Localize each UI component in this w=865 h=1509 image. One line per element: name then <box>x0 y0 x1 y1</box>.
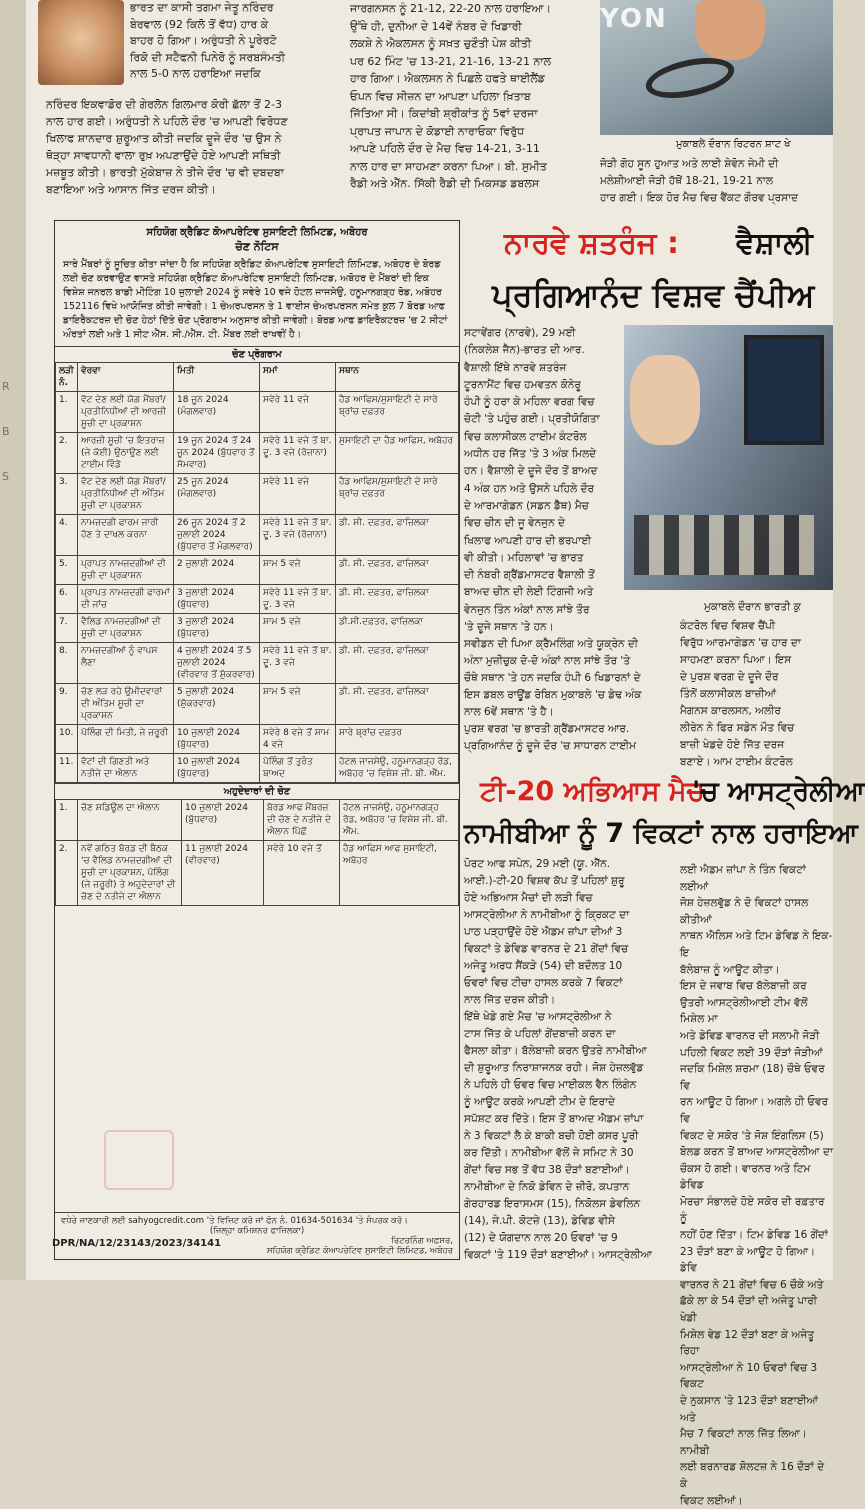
table-cell: 11. <box>56 754 78 783</box>
schedule-body <box>56 392 459 783</box>
article-line: ਬਾਅਦ ਚੀਨ ਦੀ ਲੇਈ ਟਿੰਗਜੀ ਅਤੇ <box>464 586 594 599</box>
article-line: ਰਿਕੋ ਦੀ ਸਟੈਫਨੀ ਪਿਨੇਰੋ ਨੂੰ ਸਰਬਸੰਮਤੀ <box>130 50 286 64</box>
chessboard-shape <box>634 515 814 575</box>
table-cell: 25 ਜੂਨ 2024 (ਮੰਗਲਵਾਰ) <box>174 474 260 515</box>
table-cell: ਹੋਟਲ ਜਾਜਸੇਉ, ਹਨੂਮਾਨਗੜ੍ਹ ਰੋਡ, ਅਬੋਹਰ 'ਚ ਵਿਸ਼ੇਸ਼ ਜੀ. ਬੀ. ਐੱਮ. <box>336 754 459 783</box>
column-header: ਸਥਾਨ <box>336 363 459 392</box>
table-cell: ਹੈਡ ਆਫਿਸ/ਸੁਸਾਇਟੀ ਦੇ ਸਾਰੇ ਬ੍ਰਾਂਚ ਦਫ਼ਤਰ <box>336 392 459 433</box>
player-figure <box>695 0 765 60</box>
table-row <box>56 433 459 474</box>
article-line: ਵਿਕਟਾਂ 'ਤੇ 119 ਦੌੜਾਂ ਬਣਾਈਆਂ। ਆਸਟ੍ਰੇਲੀਆ <box>464 1249 652 1261</box>
article-line: ਵੇਨਜੁਨ ਤਿੰਨ ਅੰਕਾਂ ਨਾਲ ਸਾਂਝੇ ਤੌਰ <box>464 603 590 616</box>
article-line: ਟਾਸ ਜਿੱਤ ਕੇ ਪਹਿਲਾਂ ਗੇਂਦਬਾਜ਼ੀ ਕਰਨ ਦਾ <box>464 1028 616 1040</box>
table-cell: ਸਾਰੇ ਬ੍ਰਾਂਚ ਦਫ਼ਤਰ <box>336 725 459 754</box>
article-line: ਮੋਰਚਾ ਸੰਭਾਲਦੇ ਹੋਏ ਸਕੋਰ ਦੀ ਰਫ਼ਤਾਰ ਨੂੰ <box>680 1195 825 1225</box>
table-cell: ਪੋਲਿੰਗ ਤੋਂ ਤੁਰੰਤ ਬਾਅਦ <box>260 754 336 783</box>
table-cell: 10 ਜੁਲਾਈ 2024 (ਬੁੱਧਵਾਰ) <box>182 800 264 841</box>
notice-body: ਸਾਰੇ ਮੈਂਬਰਾਂ ਨੂੰ ਸੂਚਿਤ ਕੀਤਾ ਜਾਂਦਾ ਹੈ ਕਿ ਸਹਿਯੋਗ ਕ੍ਰੈਡਿਟ ਕੋਆਪਰੇਟਿਵ ਸੁਸਾਇਟੀ ਲਿਮਿਟਡ, ਅਬੋਹਰ ਦੇ ਬੋਰਡ ਲਈ ਚੋਣ ਕਰਵਾਉਣ ਵਾਸਤੇ ਸਹਿਯੋਗ ਕ੍ਰੈਡਿਟ ਕੋਆਪਰੇਟਿਵ ਸੁਸਾਇਟੀ ਲਿਮਿਟਡ, ਅਬੋਹਰ ਦੇ ਮੈਂਬਰਾਂ ਦੀ ਇਕ ਵਿਸ਼ੇਸ਼ ਜਨਰਲ ਬਾਡੀ ਮੀਟਿੰਗ 10 ਜੁਲਾਈ 2024 ਨੂੰ ਸਵੇਰੇ 10 ਵਜੇ ਹੋਟਲ ਜਾਜਸੇਉ, ਹਨੂਮਾਨਗੜ੍ਹ ਰੋਡ, ਅਬੋਹਰ 152116 ਵਿਖੇ ਆਯੋਜਿਤ ਕੀਤੀ ਜਾਵੇਗੀ। 1 ਚੇਅਰਪਰਸਨ ਤੇ 1 ਵਾਈਸ ਚੇਅਰਪਰਸਨ ਸਮੇਤ ਕੁਲ 7 ਬੋਰਡ ਆਫ ਡਾਇਰੈਕਟਰਜ਼ ਦੀ ਚੋਣ ਹੇਠਾਂ ਦਿੱਤੇ ਚੋਣ ਪ੍ਰੋਗਰਾਮ ਅਨੁਸਾਰ ਕੀਤੀ ਜਾਵੇਗੀ। ਬੋਰਡ ਆਫ ਡਾਇਰੈਕਟਰਜ਼ 'ਚ 2 ਸੀਟਾਂ ਔਰਤਾਂ ਲਈ ਅਤੇ 1 ਸੀਟ ਐੱਸ. ਸੀ./ਐੱਸ. ਟੀ. ਮੈਂਬਰ ਲਈ ਰਾਖਵੀਂ ਹੈ। <box>63 259 448 340</box>
boxer-photo <box>38 0 124 85</box>
article-line: ਸਪੱਸ਼ਟ ਕਰ ਦਿੱਤੇ। ਇਸ ਤੋਂ ਬਾਅਦ ਐਡਮ ਜ਼ਾਂਪਾ <box>464 1113 644 1125</box>
boxing-article-top <box>130 0 340 90</box>
table-cell: 2. <box>56 841 78 906</box>
racket-shape <box>642 51 738 105</box>
article-line: ਨਾਮੀਬੀਆ ਦੇ ਨਿਕੋ ਡੇਵਿਨ ਦੇ ਜ਼ੀਰੋ, ਕਪਤਾਨ <box>464 1181 630 1193</box>
table-cell: ਬੋਰਡ ਆਫ ਮੈਂਬਰਜ਼ ਦੀ ਚੋਣ ਦੇ ਨਤੀਜੇ ਦੇ ਐਲਾਨ ਪਿੱਛੋਂ <box>264 800 340 841</box>
article-line: ਇਸ ਦੇ ਜਵਾਬ ਵਿਚ ਬੱਲੇਬਾਜ਼ੀ ਕਰ <box>680 980 807 993</box>
article-line: ਆਈ.)-ਟੀ-20 ਵਿਸ਼ਵ ਕੱਪ ਤੋਂ ਪਹਿਲਾਂ ਸ਼ੁਰੂ <box>464 875 625 887</box>
table-cell: ਡੀ. ਸੀ. ਦਫ਼ਤਰ, ਫਾਜ਼ਿਲਕਾ <box>336 556 459 585</box>
table-cell: 3 ਜੁਲਾਈ 2024 (ਬੁੱਧਵਾਰ) <box>174 614 260 643</box>
player-figure <box>630 355 700 445</box>
article-line: 4 ਅੰਕ ਹਨ ਅਤੇ ਉਸਨੇ ਪਹਿਲੇ ਦੌਰ <box>464 482 594 495</box>
article-line: (14), ਜੇ.ਪੀ. ਕੋਟਜ਼ੇ (13), ਡੇਵਿਡ ਵੀਸੇ <box>464 1215 616 1227</box>
tennis-photo-caption: ਮੁਕਾਬਲੇ ਦੌਰਾਨ ਰਿਟਰਨ ਸ਼ਾਟ ਖੇ <box>676 139 791 150</box>
table-cell: 26 ਜੂਨ 2024 ਤੋਂ 2 ਜੁਲਾਈ 2024 (ਬੁੱਧਵਾਰ ਤੋਂ ਮੰਗਲਵਾਰ) <box>174 515 260 556</box>
article-line: ਨਹੀਂ ਹੋਣ ਦਿੱਤਾ। ਟਿਮ ਡੇਵਿਡ 16 ਗੇਂਦਾਂ <box>680 1229 828 1242</box>
article-line: ਹਾਰ ਗਿਆ। ਐਕਲਸਨ ਨੇ ਪਿਛਲੇ ਹਫਤੇ ਥਾਈਲੈਂਡ <box>350 72 545 85</box>
article-line: ਤਿੰਨੋਂ ਕਲਾਸੀਕਲ ਬਾਜ਼ੀਆਂ <box>680 688 777 700</box>
table-row <box>56 474 459 515</box>
article-line: ਵਿਕਟ ਦੇ ਸਕੋਰ 'ਤੇ ਜੋਸ਼ ਇੰਗਲਿਸ (5) <box>680 1129 824 1142</box>
chess-photo-caption: ਮੁਕਾਬਲੇ ਦੌਰਾਨ ਭਾਰਤੀ ਕੁ <box>704 601 801 613</box>
article-line: ਇੱਥੇ ਖੇਡੇ ਗਏ ਮੈਚ 'ਚ ਆਸਟ੍ਰੇਲੀਆ ਨੇ <box>464 1011 612 1023</box>
table-row <box>56 684 459 725</box>
article-line: ਮਜ਼ਬੂਤ ਕੀਤੀ। ਭਾਰਤੀ ਮੁੱਕੇਬਾਜ਼ ਨੇ ਤੀਜੇ ਦੌਰ 'ਚ ਵੀ ਦਬਦਬਾ <box>46 166 284 179</box>
article-line: ਗੇਰਹਾਰਡ ਇਰਾਸਮਸ (15), ਨਿਕੋਲਸ ਡੇਵਲਿਨ <box>464 1198 641 1210</box>
table-cell: 19 ਜੂਨ 2024 ਤੋਂ 24 ਜੂਨ 2024 (ਬੁੱਧਵਾਰ ਤੋਂ ਸੋਮਵਾਰ) <box>174 433 260 474</box>
article-line: ਕਰ ਦਿੱਤੀ। ਨਾਮੀਬੀਆ ਵੱਲੋਂ ਜੇ ਸਮਿਟ ਨੇ 30 <box>464 1147 634 1159</box>
article-line: ਛੱਕੇ ਲਾ ਕੇ 54 ਦੌੜਾਂ ਦੀ ਅਜੇਤੂ ਪਾਰੀ ਖੇਡੀ <box>680 1295 817 1325</box>
cricket-headline-second: ਨਾਮੀਬੀਆ ਨੂੰ 7 ਵਿਕਟਾਂ ਨਾਲ ਹਰਾਇਆ <box>464 818 858 849</box>
article-line: ਚੌਕਸ ਹੋ ਗਈ। ਵਾਰਨਰ ਅਤੇ ਟਿਮ ਡੇਵਿਡ <box>680 1162 811 1192</box>
article-line: ਆਸਟ੍ਰੇਲੀਆ ਨੇ ਨਾਮੀਬੀਆ ਨੂੰ ਕ੍ਰਿਕਟ ਦਾ <box>464 909 630 921</box>
article-line: ਵਾਰਨਰ ਨੇ 21 ਗੇਂਦਾਂ ਵਿਚ 6 ਚੌਕੇ ਅਤੇ <box>680 1278 824 1291</box>
article-line: ਰਨ ਆਊਟ ਹੋ ਗਿਆ। ਅਗਲੇ ਹੀ ਓਵਰ ਵਿ <box>680 1096 829 1125</box>
article-line: ਵੀ ਕੀਤੀ। ਮਹਿਲਾਵਾਂ 'ਚ ਭਾਰਤ <box>464 551 584 564</box>
notice-signatory-org: ਸਹਿਯੋਗ ਕ੍ਰੈਡਿਟ ਕੋਆਪਰੇਟਿਵ ਸੁਸਾਇਟੀ ਲਿਮਿਟਡ, ਅਬੋਹਰ <box>266 1246 453 1256</box>
chess-article-col2 <box>680 618 833 778</box>
notice-signatory-title: (ਜ਼ਿਲ੍ਹਾ ਕਮਿਸ਼ਨਰ ਫਾਜ਼ਿਲਕਾ) <box>209 1226 305 1236</box>
chess-article-col1b <box>464 636 672 766</box>
article-line: ਦੇ ਨੁਕਸਾਨ 'ਤੇ 123 ਦੌੜਾਂ ਬਣਾਈਆਂ ਅਤੇ <box>680 1395 818 1424</box>
table-cell: 3. <box>56 474 78 515</box>
article-line: ਅੰਨਾ ਮੁਜ਼ੀਚੁਕ ਦੋ-ਦੋ ਅੰਕਾਂ ਨਾਲ ਸਾਂਝੇ ਤੌਰ 'ਤੇ <box>464 655 631 667</box>
column-header: ਸਮਾਂ <box>260 363 336 392</box>
article-line: ਨਰਿੰਦਰ ਇਕਵਾਡੋਰ ਦੀ ਗੇਰਲੋਨ ਗਿਲਮਾਰ ਕੋਰੀ ਛੱਲਾ ਤੋਂ 2-3 <box>46 98 283 111</box>
table-cell: ਚੋਣ ਸ਼ਡਿਊਲ ਦਾ ਐਲਾਨ <box>78 800 182 841</box>
table-cell: ਡੀ. ਸੀ. ਦਫ਼ਤਰ, ਫਾਜ਼ਿਲਕਾ <box>336 585 459 614</box>
article-line: 23 ਦੌੜਾਂ ਬਣਾ ਕੇ ਆਊਟ ਹੋ ਗਿਆ। ਡੇਵਿ <box>680 1245 816 1275</box>
table-cell: 5. <box>56 556 78 585</box>
column-header: ਲੜੀ ਨੰ. <box>56 363 78 392</box>
left-margin-strip <box>0 0 26 1280</box>
article-line: ਬੋਲਡ ਕਰਨ ਤੋਂ ਬਾਅਦ ਆਸਟ੍ਰੇਲੀਆ ਦਾ <box>680 1146 833 1159</box>
article-line: ਟੂਰਨਾਮੈਂਟ ਵਿਚ ਹਮਵਤਨ ਕੋਨੇਰੂ <box>464 378 581 391</box>
table-row <box>56 800 459 841</box>
article-line: ਬੱਲੇਬਾਜ਼ ਨੂੰ ਆਊਟ ਕੀਤਾ। <box>680 963 780 976</box>
article-line: ਲਈ ਬਰਨਾਰਡ ਸ਼ੋਲਟਜ਼ ਨੇ 16 ਦੌੜਾਂ ਦੇ ਕੇ <box>680 1461 825 1490</box>
table-cell: 18 ਜੂਨ 2024 (ਮੰਗਲਵਾਰ) <box>174 392 260 433</box>
table-cell: 1. <box>56 392 78 433</box>
table-cell: 11 ਜੁਲਾਈ 2024 (ਵੀਰਵਾਰ) <box>182 841 264 906</box>
article-line: (ਨਿਕਲੇਸ਼ ਜੈਨ)-ਭਾਰਤ ਦੀ ਆਰ. <box>464 344 585 357</box>
schedule-table <box>55 362 459 783</box>
article-line: ਜੋੜੀ ਗੋਹ ਸੂਨ ਹੁਆਤ ਅਤੇ ਲਾਈ ਸ਼ੇਵੋਨ ਜੇਮੀ ਦੀ <box>600 158 779 170</box>
chess-headline-red: ਨਾਰਵੇ ਸ਼ਤਰੰਜ : <box>504 226 679 261</box>
article-line: ਆਸਟ੍ਰੇਲੀਆ ਨੇ 10 ਓਵਰਾਂ ਵਿਚ 3 ਵਿਕਟ <box>680 1361 818 1391</box>
article-line: (12) ਦੇ ਯੋਗਦਾਨ ਨਾਲ 20 ਓਵਰਾਂ 'ਚ 9 <box>464 1232 618 1244</box>
article-line: ਮੈਚ 7 ਵਿਕਟਾਂ ਨਾਲ ਜਿੱਤ ਲਿਆ। ਨਾਮੀਬੀ <box>680 1428 807 1457</box>
table-row <box>56 643 459 684</box>
chess-article-col1 <box>464 325 620 634</box>
article-line: ਸਵੀਡਨ ਦੀ ਪਿਆ ਕ੍ਰੈਮਲਿੰਗ ਅਤੇ ਯੂਕ੍ਰੇਨ ਦੀ <box>464 638 638 650</box>
table-row <box>56 392 459 433</box>
notice-contact-line: ਵਧੇਰੇ ਜਾਣਕਾਰੀ ਲਈ sahyogcredit.com 'ਤੇ ਵਿਜ਼ਿਟ ਕਰੋ ਜਾਂ ਫੋਨ ਨੰ. 01634-501634 'ਤੇ ਸੰਪਰਕ ਕਰੋ। <box>61 1216 408 1226</box>
article-line: ਜਾਰਗਨਸਨ ਨੂੰ 21-12, 22-20 ਨਾਲ ਹਰਾਇਆ। <box>350 2 552 15</box>
table-cell: 6. <box>56 585 78 614</box>
office-bearers-table <box>55 799 459 906</box>
table-cell: ਡੀ.ਸੀ.ਦਫ਼ਤਰ, ਫਾਜ਼ਿਲਕਾ <box>336 614 459 643</box>
article-line: ਨੂੰ ਆਊਟ ਕਰਕੇ ਆਪਣੀ ਟੀਮ ਦੇ ਇਰਾਦੇ <box>464 1096 615 1108</box>
table-cell: ਸ਼ਾਮ 5 ਵਜੇ <box>260 684 336 725</box>
table-cell: 10. <box>56 725 78 754</box>
article-line: ਦੀ ਸ਼ੁਰੂਆਤ ਨਿਰਾਸ਼ਾਜਨਕ ਰਹੀ। ਜੋਸ਼ ਹੇਜ਼ਲਵੁੱਡ <box>464 1062 644 1074</box>
article-line: ਵਿਚ ਕਲਾਸੀਕਲ ਟਾਈਮ ਕੰਟਰੋਲ <box>464 430 587 443</box>
article-line: ਲੀਰੇਨ ਨੇ ਫਿਰ ਸਡੇਨ ਮੌਤ ਵਿਚ <box>680 722 795 734</box>
article-line: ਬਣਾਏ। ਆਮ ਟਾਈਮ ਕੰਟਰੋਲ <box>680 756 793 768</box>
table-cell: ਸਵੇਰੇ 11 ਵਜੇ ਤੋਂ ਬਾ. ਦੂ. 3 ਵਜੇ (ਰੋਜ਼ਾਨਾ) <box>260 515 336 556</box>
article-line: ਵਿਚ ਚੀਨ ਦੀ ਜੂ ਵੇਨਜੁਨ ਦੇ <box>464 517 565 530</box>
article-line: ਜਿੱਤਿਆ ਸੀ। ਕਿਦਾਂਬੀ ਸ਼੍ਰੀਕਾਂਤ ਨੂੰ 5ਵਾਂ ਦਰਜਾ <box>350 107 538 120</box>
table-cell: ਪ੍ਰਾਪਤ ਨਾਮਜ਼ਦਗੀ ਫਾਰਮਾਂ ਦੀ ਜਾਂਚ <box>78 585 174 614</box>
boxing-article-bottom <box>46 96 344 212</box>
table-cell: ਪੋਲਿੰਗ ਦੀ ਮਿਤੀ, ਜੇ ਜ਼ਰੂਰੀ <box>78 725 174 754</box>
schedule-title: ਚੋਣ ਪ੍ਰੋਗਰਾਮ <box>55 346 459 362</box>
article-line: ਇਸ ਡਬਲ ਰਾਊਂਡ ਰੋਬਿਨ ਮੁਕਾਬਲੇ 'ਚ ਡੇਢ ਅੰਕ <box>464 689 642 701</box>
column-header: ਵੇਰਵਾ <box>78 363 174 392</box>
article-line: ਥੋੜ੍ਹਾ ਸਾਵਧਾਨੀ ਵਾਲਾ ਰੁਖ਼ ਅਪਣਾਉਂਦੇ ਹੋਏ ਆਪਣੀ ਸਥਿਤੀ <box>46 149 281 162</box>
table-cell: ਸਵੇਰੇ 11 ਵਜੇ <box>260 474 336 515</box>
table-cell: ਸਵੇਰੇ 11 ਵਜੇ <box>260 392 336 433</box>
table-cell: ਹੈਡ ਆਫਿਸ ਆਫ ਸੁਸਾਇਟੀ, ਅਬੋਹਰ <box>340 841 459 906</box>
article-line: ਚੋਟੀ 'ਤੇ ਪਹੁੰਚ ਗਈ। ਪ੍ਰਤੀਯੋਗਿਤਾ <box>464 413 600 426</box>
article-line: ਹੰਪੀ ਨੂੰ ਹਰਾ ਕੇ ਮਹਿਲਾ ਵਰਗ ਵਿਚ <box>464 396 595 409</box>
table-cell: ਡੀ. ਸੀ. ਦਫ਼ਤਰ, ਫਾਜ਼ਿਲਕਾ <box>336 643 459 684</box>
table-cell: ਹੈਡ ਆਫਿਸ/ਸੁਸਾਇਟੀ ਦੇ ਸਾਰੇ ਬ੍ਰਾਂਚ ਦਫ਼ਤਰ <box>336 474 459 515</box>
table-cell: 7. <box>56 614 78 643</box>
table-cell: ਵੋਟਾਂ ਦੀ ਗਿਣਤੀ ਅਤੇ ਨਤੀਜੇ ਦਾ ਐਲਾਨ <box>78 754 174 783</box>
table-cell: ਸਵੇਰੇ 8 ਵਜੇ ਤੋਂ ਸ਼ਾਮ 4 ਵਜੇ <box>260 725 336 754</box>
table-row <box>56 556 459 585</box>
screen-shape <box>744 335 824 445</box>
table-row <box>56 515 459 556</box>
table-row <box>56 725 459 754</box>
cricket-article-col2 <box>680 862 833 1507</box>
article-line: ਪਹਿਲੀ ਵਿਕਟ ਲਈ 39 ਦੌੜਾਂ ਜੋੜੀਆਂ <box>680 1046 823 1059</box>
article-line: ਵੈਸ਼ਾਲੀ ਇੱਥੇ ਨਾਰਵੇ ਸ਼ਤਰੰਜ <box>464 361 567 374</box>
article-line: ਹੋਏ ਅਭਿਆਸ ਮੈਚਾਂ ਦੀ ਲੜੀ ਵਿਚ <box>464 892 593 904</box>
registration-number: DPR/NA/12/23143/2023/34141 <box>52 1238 222 1249</box>
article-line: ਵਿਰੁੱਧ ਆਰਮਾਗੇਡਨ 'ਚ ਹਾਰ ਦਾ <box>680 637 801 649</box>
tennis-photo <box>600 0 833 135</box>
article-line: ਜੋਸ਼ ਹੇਜ਼ਲਵੁੱਡ ਨੇ ਦੋ ਵਿਕਟਾਂ ਹਾਸਲ ਕੀਤੀਆਂ <box>680 897 809 926</box>
article-line: ਪੁਰਸ਼ ਵਰਗ 'ਚ ਭਾਰਤੀ ਗ੍ਰੈਂਡਮਾਸਟਰ ਆਰ. <box>464 723 630 735</box>
schedule-header-row <box>56 363 459 392</box>
table-cell: ਨਵੇਂ ਗਠਿਤ ਬੋਰਡ ਦੀ ਬੈਠਕ 'ਚ ਵੈਲਿਡ ਨਾਮਜ਼ਦਗੀਆਂ ਦੀ ਸੂਚੀ ਦਾ ਪ੍ਰਕਾਸ਼ਨ, ਪੋਲਿੰਗ (ਜੇ ਜ਼ਰੂਰੀ) ਤੇ ਅਹੁਦੇਦਾਰਾਂ ਦੀ ਚੋਣ ਦੇ ਨਤੀਜੇ ਦਾ ਐਲਾਨ <box>78 841 182 906</box>
table-cell: 3 ਜੁਲਾਈ 2024 (ਬੁੱਧਵਾਰ) <box>174 585 260 614</box>
article-line: ਖਿਲਾਫ ਆਪਣੀ ਹਾਰ ਦੀ ਭਰਪਾਈ <box>464 534 592 547</box>
article-line: ਬਾਹਰ ਹੋ ਗਿਆ। ਅਰੁੰਧਤੀ ਨੇ ਪੂਰੇਰਟੋ <box>130 34 277 47</box>
table-cell: 4 ਜੁਲਾਈ 2024 ਤੋਂ 5 ਜੁਲਾਈ 2024 (ਵੀਰਵਾਰ ਤੋਂ ਸ਼ੁੱਕਰਵਾਰ) <box>174 643 260 684</box>
table-cell: 1. <box>56 800 78 841</box>
notice-footer <box>55 1212 459 1259</box>
article-line: ਅਧੀਨ ਹਰ ਜਿੱਤ 'ਤੇ 3 ਅੰਕ ਮਿਲਦੇ <box>464 448 597 461</box>
article-line: ਸਟਾਵੇਂਗਰ (ਨਾਰਵੇ), 29 ਮਈ <box>464 327 576 339</box>
article-line: ਨੇ 3 ਵਿਕਟਾਂ ਲੈ ਕੇ ਬਾਕੀ ਬਚੀ ਹੋਈ ਕਸਰ ਪੂਰੀ <box>464 1130 639 1142</box>
table-cell: ਸਵੇਰੇ 11 ਵਜੇ ਤੋਂ ਬਾ. ਦੂ. 3 ਵਜੇ <box>260 643 336 684</box>
article-line: ਅਤੇ ਡੇਵਿਡ ਵਾਰਨਰ ਦੀ ਸਲਾਮੀ ਜੋੜੀ <box>680 1029 820 1042</box>
notice-org: ਸਹਿਯੋਗ ਕ੍ਰੈਡਿਟ ਕੋਆਪਰੇਟਿਵ ਸੁਸਾਇਟੀ ਲਿਮਿਟਡ, ਅਬੋਹਰ <box>146 227 368 238</box>
article-line: ਫੈਸਲਾ ਕੀਤਾ। ਬੱਲੇਬਾਜ਼ੀ ਕਰਨ ਉਤਰੇ ਨਾਮੀਬੀਆ <box>464 1045 647 1057</box>
article-line: ਕੰਟਰੋਲ ਵਿਚ ਵਿਸ਼ਵ ਚੈਂਪੀ <box>680 620 776 632</box>
article-line: 'ਤੇ ਦੂਜੇ ਸਥਾਨ 'ਤੇ ਹਨ। <box>464 621 554 634</box>
article-line: ਨਾਲ 5-0 ਨਾਲ ਹਰਾਇਆ ਜਦਕਿ <box>130 67 261 80</box>
margin-letter: R <box>2 380 10 393</box>
margin-letter: S <box>2 470 9 483</box>
article-line: ਉੱਥੇ ਹੀ, ਦੁਨੀਆ ਦੇ 14ਵੇਂ ਨੰਬਰ ਦੇ ਖਿਡਾਰੀ <box>350 19 522 33</box>
table-row <box>56 841 459 906</box>
table-cell: ਹੋਟਲ ਜਾਜਸੇਉ, ਹਨੂਮਾਨਗੜ੍ਹ ਰੋਡ, ਅਬੋਹਰ 'ਚ ਵਿਸ਼ੇਸ਼ ਜੀ. ਬੀ. ਐੱਮ. <box>340 800 459 841</box>
article-line: ਆਪਣੇ ਪਹਿਲੇ ਦੌਰ ਦੇ ਮੈਚ ਵਿਚ 14-21, 3-11 <box>350 142 540 155</box>
table-cell: ਆਰਜ਼ੀ ਸੂਚੀ 'ਚ ਇਤਰਾਜ਼ (ਜੇ ਕੋਈ) ਉਠਾਉਣ ਲਈ ਟਾਈਮ ਵਿੰਡੋ <box>78 433 174 474</box>
article-line: ਨਾਲ 6ਵੇਂ ਸਥਾਨ 'ਤੇ ਹੈ। <box>464 706 554 718</box>
chess-photo <box>624 325 833 590</box>
article-line: ਮਿਸ਼ੇਲ ਵੇਡ 12 ਦੌੜਾਂ ਬਣਾ ਕੇ ਅਜੇਤੂ ਰਿਹਾ <box>680 1328 815 1358</box>
article-line: ਸਾਹਮਣਾ ਕਰਨਾ ਪਿਆ। ਇਸ <box>680 654 792 666</box>
badminton-article-continued <box>600 156 833 216</box>
table-cell: ਪ੍ਰਾਪਤ ਨਾਮਜ਼ਦਗੀਆਂ ਦੀ ਸੂਚੀ ਦਾ ਪ੍ਰਕਾਸ਼ਨ <box>78 556 174 585</box>
notice-signatory-role: ਰਿਟਰਨਿੰਗ ਅਫ਼ਸਰ, <box>391 1236 453 1246</box>
article-line: ਓਪਨ ਵਿਚ ਸੀਜ਼ਨ ਦਾ ਆਪਣਾ ਪਹਿਲਾ ਖ਼ਿਤਾਬ <box>350 89 531 103</box>
table-cell: ਵੋਟ ਦੇਣ ਲਈ ਯੋਗ ਮੈਂਬਰਾਂ/ ਪ੍ਰਤੀਨਿਧੀਆਂ ਦੀ ਅੰਤਿਮ ਸੂਚੀ ਦਾ ਪ੍ਰਕਾਸ਼ਨ <box>78 474 174 515</box>
article-line: ਜਦਕਿ ਮਿਸ਼ੇਲ ਸ਼ਰਮਾ (18) ਚੌਥੇ ਓਵਰ ਵਿ <box>680 1063 825 1092</box>
article-line: ਪ੍ਰਾਪਤ ਜਾਪਾਨ ਦੇ ਕੋਡਾਈ ਨਾਰਾਓਕਾ ਵਿਰੁੱਧ <box>350 124 525 138</box>
table-cell: 2. <box>56 433 78 474</box>
table-cell: ਨਾਮਜ਼ਦਗੀ ਫਾਰਮ ਜਾਰੀ ਹੋਣ ਤੇ ਦਾਖਲ ਕਰਨਾ <box>78 515 174 556</box>
table-cell: ਵੋਟ ਦੇਣ ਲਈ ਯੋਗ ਮੈਂਬਰਾਂ/ ਪ੍ਰਤੀਨਿਧੀਆਂ ਦੀ ਆਰਜ਼ੀ ਸੂਚੀ ਦਾ ਪ੍ਰਕਾਸ਼ਨ <box>78 392 174 433</box>
table-cell: ਸਵੇਰੇ 11 ਵਜੇ ਤੋਂ ਬਾ. ਦੂ. 3 ਵਜੇ (ਰੋਜ਼ਾਨਾ) <box>260 433 336 474</box>
table-cell: ਸ਼ਾਮ 5 ਵਜੇ <box>260 614 336 643</box>
faint-stamp <box>104 1130 174 1190</box>
table-cell: 2 ਜੁਲਾਈ 2024 <box>174 556 260 585</box>
table-row <box>56 754 459 783</box>
table-cell: ਵੈਲਿਡ ਨਾਮਜ਼ਦਗੀਆਂ ਦੀ ਸੂਚੀ ਦਾ ਪ੍ਰਕਾਸ਼ਨ <box>78 614 174 643</box>
table-row <box>56 614 459 643</box>
article-line: ਨਾਲ ਹਾਰ ਗਈ। ਅਰੁੰਧਤੀ ਨੇ ਪਹਿਲੇ ਦੌਰ 'ਚ ਆਪਣੀ ਵਿਰੋਧਣ <box>46 115 288 128</box>
article-line: ਬਾਜ਼ੀ ਖੇਡਦੇ ਹੋਏ ਜਿੱਤ ਦਰਜ <box>680 739 785 751</box>
badminton-article <box>350 0 596 200</box>
article-line: ਦੇ ਪੁਰਸ਼ ਵਰਗ ਦੇ ਦੂਜੇ ਦੌਰ <box>680 671 779 683</box>
article-line: ਮੈਗਨਸ ਕਾਰਲਸਨ, ਅਲੀਰ <box>680 705 781 717</box>
article-line: ਪਾਠ ਪੜ੍ਹਾਉਂਦੇ ਹੋਏ ਐਡਮ ਜ਼ਾਂਪਾ ਦੀਆਂ 3 <box>464 926 623 938</box>
article-line: ਬੇਰਵਾਲ (92 ਕਿਲੋ ਤੋਂ ਵੱਧ) ਹਾਰ ਕੇ <box>130 17 269 31</box>
banner-text: YON <box>600 4 668 34</box>
article-line: ਨੇ ਪਹਿਲੇ ਹੀ ਓਵਰ ਵਿਚ ਮਾਈਕਲ ਵੈਨ ਲਿੰਗੇਨ <box>464 1079 637 1091</box>
article-line: ਵਿਕਟਾਂ ਤੇ ਡੇਵਿਡ ਵਾਰਨਰ ਦੇ 21 ਗੇਂਦਾਂ ਵਿਚ <box>464 943 629 955</box>
article-line: ਹਨ। ਵੈਸ਼ਾਲੀ ਦੇ ਦੂਜੇ ਦੌਰ ਤੋਂ ਬਾਅਦ <box>464 465 598 478</box>
article-line: ਭਾਰਤ ਦਾ ਕਾਸੀ ਤਗਮਾ ਜੇਤੂ ਨਰਿੰਦਰ <box>130 1 274 14</box>
article-line: ਅਜੇਤੂ ਅਰਧ ਸੈਂਕੜੇ (54) ਦੀ ਬਦੌਲਤ 10 <box>464 960 623 972</box>
table-cell: ਸੁਸਾਇਟੀ ਦਾ ਹੈਡ ਆਫਿਸ, ਅਬੋਹਰ <box>336 433 459 474</box>
table-cell: 4. <box>56 515 78 556</box>
table-cell: ਸਵੇਰੇ 11 ਵਜੇ ਤੋਂ ਬਾ. ਦੂ. 3 ਵਜੇ <box>260 585 336 614</box>
table-cell: 10 ਜੁਲਾਈ 2024 (ਬੁੱਧਵਾਰ) <box>174 725 260 754</box>
table-cell: ਸ਼ਾਮ 5 ਵਜੇ <box>260 556 336 585</box>
table-cell: ਸਵੇਰੇ 10 ਵਜੇ ਤੋਂ <box>264 841 340 906</box>
column-header: ਮਿਤੀ <box>174 363 260 392</box>
article-line: ਬਣਾਇਆ ਅਤੇ ਆਸਾਨ ਜਿੱਤ ਦਰਜ ਕੀਤੀ। <box>46 183 216 196</box>
table-cell: 9. <box>56 684 78 725</box>
table-cell: ਨਾਮਜ਼ਦਗੀਆਂ ਨੂੰ ਵਾਪਸ ਲੈਣਾ <box>78 643 174 684</box>
chess-headline-second: ਪ੍ਰਗਿਆਨੰਦ ਵਿਸ਼ਵ ਚੈਂਪੀਅ <box>492 276 815 314</box>
table-row <box>56 585 459 614</box>
article-line: ਨਾਲ ਜਿੱਤ ਦਰਜ ਕੀਤੀ। <box>464 994 556 1006</box>
notice-title: ਚੋਣ ਨੋਟਿਸ <box>235 240 279 253</box>
article-line: ਓਵਰਾਂ ਵਿਚ ਟੀਚਾ ਹਾਸਲ ਕਰਕੇ 7 ਵਿਕਟਾਂ <box>464 977 623 989</box>
chess-headline-black: ਵੈਸ਼ਾਲੀ <box>736 226 813 261</box>
article-line: ਚੌਥੇ ਸਥਾਨ 'ਤੇ ਹਨ ਜਦਕਿ ਹੰਪੀ 6 ਖਿਡਾਰਨਾਂ ਦੇ <box>464 672 641 684</box>
article-line: ਹਾਰ ਗਈ। ਇਕ ਹੋਰ ਮੈਚ ਵਿਚ ਵੈਂਕਟ ਗੌਰਵ ਪ੍ਰਸਾਦ <box>600 192 799 204</box>
election-notice <box>54 220 460 1260</box>
article-line: ਲਈ ਐਡਮ ਜ਼ਾਂਪਾ ਨੇ ਤਿੰਨ ਵਿਕਟਾਂ ਲਈਆਂ <box>680 864 806 893</box>
article-line: ਖਿਲਾਫ ਸ਼ਾਨਦਾਰ ਸ਼ੁਰੂਆਤ ਕੀਤੀ ਜਦਕਿ ਦੂਜੇ ਦੌਰ 'ਚ ਉਸ ਨੇ <box>46 132 282 145</box>
cricket-headline-black: 'ਚ ਆਸਟ੍ਰੇਲੀਆ <box>692 776 865 807</box>
article-line: ਵਿਕਟ ਲਈਆਂ। <box>680 1494 743 1507</box>
table-cell: 8. <box>56 643 78 684</box>
article-line: ਦੇ ਆਰਮਾਗੇਡਨ (ਸਡਨ ਡੈੱਥ) ਮੈਚ <box>464 499 589 512</box>
table-cell: ਡੀ. ਸੀ. ਦਫ਼ਤਰ, ਫਾਜ਼ਿਲਕਾ <box>336 515 459 556</box>
margin-letter: B <box>2 425 10 438</box>
table-cell: 10 ਜੁਲਾਈ 2024 (ਬੁੱਧਵਾਰ) <box>174 754 260 783</box>
article-line: ਨਾਲ ਹਾਰ ਦਾ ਸਾਹਮਣਾ ਕਰਨਾ ਪਿਆ। ਬੀ. ਸੁਮੀਤ <box>350 159 547 173</box>
table-cell: ਚੋਣ ਲੜ ਰਹੇ ਉਮੀਦਵਾਰਾਂ ਦੀ ਅੰਤਿਮ ਸੂਚੀ ਦਾ ਪ੍ਰਕਾਸ਼ਨ <box>78 684 174 725</box>
article-line: ਉਤਰੀ ਆਸਟ੍ਰੇਲੀਆਈ ਟੀਮ ਵੱਲੋਂ ਮਿਸ਼ੇਲ ਮਾ <box>680 996 808 1026</box>
article-line: ਰੈਡੀ ਅਤੇ ਐੱਨ. ਸਿੱਕੀ ਰੈਡੀ ਦੀ ਮਿਕਸਡ ਡਬਲਸ <box>350 177 540 190</box>
article-line: ਗੇਂਦਾਂ ਵਿਚ ਸਭ ਤੋਂ ਵੱਧ 38 ਦੌੜਾਂ ਬਣਾਈਆਂ। <box>464 1164 630 1176</box>
table-cell: 5 ਜੁਲਾਈ 2024 (ਸ਼ੁੱਕਰਵਾਰ) <box>174 684 260 725</box>
article-line: ਲਕਸ਼ੇ ਨੇ ਐਕਲਸਨ ਨੂੰ ਸਖ਼ਤ ਚੁਣੌਤੀ ਪੇਸ਼ ਕੀਤੀ <box>350 37 532 50</box>
article-line: ਪ੍ਰਗਿਆਨੰਦ ਨੂੰ ਦੂਜੇ ਦੌਰ 'ਚ ਸਾਧਾਰਨ ਟਾਈਮ <box>464 740 637 752</box>
office-bearers-title: ਅਹੁਦੇਦਾਰਾਂ ਦੀ ਚੋਣ <box>55 783 459 799</box>
article-line: ਪੋਰਟ ਆਫ ਸਪੇਨ, 29 ਮਈ (ਯੂ. ਐੱਨ. <box>464 858 611 870</box>
office-bearers-body <box>56 800 459 906</box>
cricket-headline-red: ਟੀ-20 ਅਭਿਆਸ ਮੈਚ <box>480 776 705 807</box>
article-line: ਪਰ 62 ਮਿੰਟ 'ਚ 13-21, 21-16, 13-21 ਨਾਲ <box>350 54 551 68</box>
cricket-article-col1 <box>464 856 672 1271</box>
table-cell: ਡੀ. ਸੀ. ਦਫ਼ਤਰ, ਫਾਜ਼ਿਲਕਾ <box>336 684 459 725</box>
article-line: ਨਾਥਨ ਐਲਿਸ ਅਤੇ ਟਿਮ ਡੇਵਿਡ ਨੇ ਇਕ-ਇ <box>680 930 833 959</box>
article-line: ਮਲੇਸ਼ੀਆਈ ਜੋੜੀ ਹੱਥੋਂ 18-21, 19-21 ਨਾਲ <box>600 175 774 187</box>
article-line: ਦੀ ਨੰਬਰੀ ਗ੍ਰੈਂਡਮਾਸਟਰ ਵੈਸ਼ਾਲੀ ਤੋਂ <box>464 569 595 582</box>
